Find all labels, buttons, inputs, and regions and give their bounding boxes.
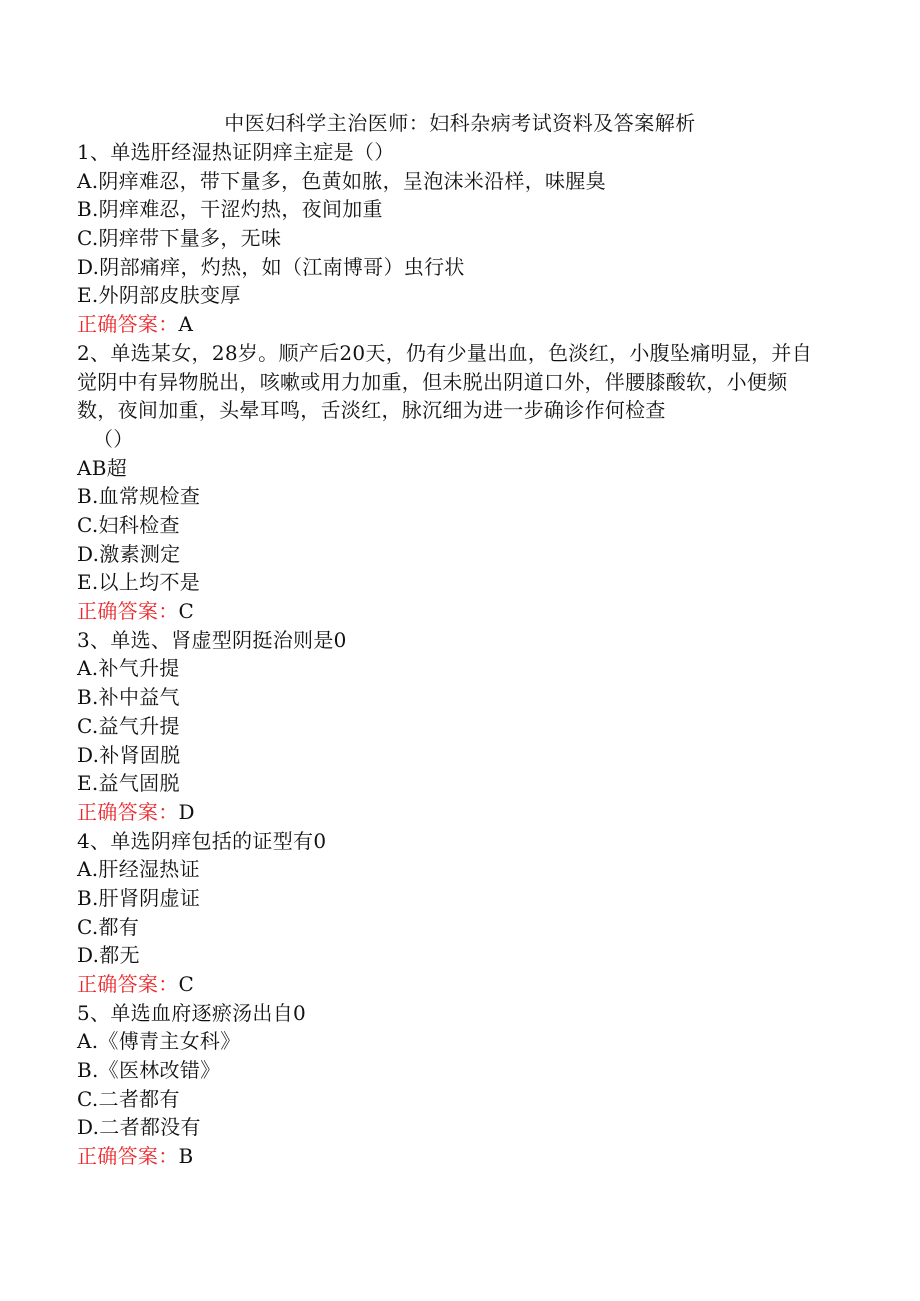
question-stem: 4、单选阴痒包括的证型有0	[77, 828, 327, 853]
answer-value: A	[178, 312, 194, 337]
option-e: E.外阴部皮肤变厚	[77, 283, 241, 308]
question-stem-text: 2、单选某女，28岁。顺产后20天，仍有少量出血，色淡红，小腹坠痛明显，并自觉阴中有异物脱出，咳嗽或用力加重，但未脱出阴道口外，伴腰膝酸软，小便频数，夜间加重，头晕耳鸣，舌淡红，脉沉细为进一步确诊作何检查	[77, 340, 813, 423]
option-d: D.都无	[77, 943, 140, 968]
answer-label: 正确答案：	[77, 799, 179, 824]
question-list	[77, 138, 847, 1171]
question-stem	[77, 339, 817, 454]
answer-label: 正确答案：	[77, 312, 179, 337]
answer-value: C	[178, 972, 195, 996]
question-4	[77, 827, 847, 999]
correct-answer	[77, 1142, 847, 1171]
option-c: C.益气升提	[77, 713, 180, 738]
question-stem: 5、单选血府逐瘀汤出自0	[77, 1000, 307, 1025]
option-a: AB超	[77, 455, 128, 480]
answer-value: B	[178, 1144, 194, 1169]
option-e: E.益气固脱	[77, 771, 180, 796]
answer-value: C	[178, 599, 195, 624]
option-a: A.肝经湿热证	[77, 857, 200, 882]
option-b: B.《医林改错》	[77, 1058, 221, 1083]
answer-value: D	[178, 799, 195, 824]
option-c: C.都有	[77, 914, 140, 939]
option-b: B.血常规检查	[77, 484, 201, 509]
question-stem: 1、单选肝经湿热证阴痒主症是（）	[77, 140, 395, 164]
option-c: C.二者都有	[77, 1086, 180, 1111]
correct-answer	[77, 310, 847, 339]
option-b: B.阴痒难忍，干涩灼热，夜间加重	[77, 197, 383, 222]
answer-label: 正确答案：	[77, 972, 179, 996]
option-b: B.肝肾阴虚证	[77, 885, 201, 910]
option-d: D.阴部痛痒，灼热，如（江南博哥）虫行状	[77, 254, 465, 279]
question-1	[77, 138, 847, 339]
page-title: 中医妇科学主治医师：妇科杂病考试资料及答案解析	[224, 111, 696, 135]
correct-answer	[77, 970, 847, 999]
correct-answer	[77, 597, 847, 626]
option-a: A.《傅青主女科》	[77, 1029, 241, 1054]
option-d: D.补肾固脱	[77, 742, 181, 767]
question-3	[77, 626, 847, 827]
option-d: D.二者都没有	[77, 1115, 201, 1140]
option-b: B.补中益气	[77, 685, 180, 710]
option-c: C.妇科检查	[77, 513, 180, 537]
option-c: C.阴痒带下量多，无味	[77, 226, 282, 251]
answer-label: 正确答案：	[77, 599, 179, 624]
option-d: D.激素测定	[77, 541, 181, 566]
question-5	[77, 999, 847, 1171]
answer-label: 正确答案：	[77, 1144, 179, 1169]
question-stem-blank: （）	[93, 426, 134, 451]
option-e: E.以上均不是	[77, 570, 201, 595]
correct-answer	[77, 798, 847, 827]
question-stem: 3、单选、肾虚型阴挺治则是0	[77, 627, 347, 652]
option-a: A.阴痒难忍，带下量多，色黄如脓，呈泡沫米沿样，味腥臭	[77, 168, 606, 193]
option-a: A.补气升提	[77, 656, 180, 681]
question-2	[77, 339, 847, 626]
